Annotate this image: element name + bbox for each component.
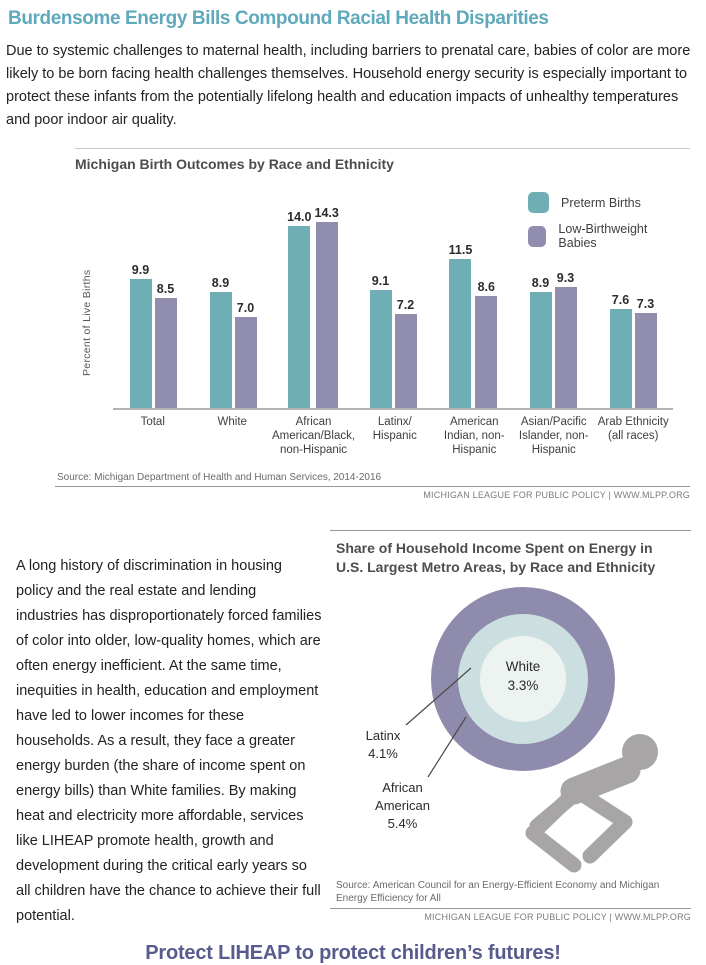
bar-chart-plot <box>81 188 673 410</box>
bar-value-label: 11.5 <box>448 242 473 257</box>
category-label: Latinx/ Hispanic <box>372 416 417 442</box>
bar <box>130 279 152 408</box>
category-label: Total <box>140 416 165 428</box>
lower-section <box>0 530 706 929</box>
bar-group <box>433 188 513 408</box>
bar <box>316 222 338 408</box>
ring-label-latinx-value: 4.1% <box>368 746 398 761</box>
ring-label-white-value: 3.3% <box>507 678 539 693</box>
bar <box>370 290 392 408</box>
bar-with-label <box>130 263 152 408</box>
legend-label: Preterm Births <box>561 195 641 210</box>
bar <box>235 317 257 408</box>
concentric-circle-chart <box>330 579 691 879</box>
bar <box>155 298 177 409</box>
ring-label-latinx <box>352 727 414 763</box>
bar-value-label: 7.6 <box>611 293 630 308</box>
bar-group <box>353 188 433 408</box>
bar-with-label <box>315 206 339 408</box>
divider <box>75 148 690 149</box>
circle-chart-title: Share of Household Income Spent on Energy in U.S. Largest Metro Areas, by Race and Ethnicity <box>336 540 656 575</box>
ring-label-african-american-name: African American <box>375 780 430 813</box>
ring-label-white-name: White <box>505 659 541 674</box>
bar-with-label <box>530 276 552 408</box>
legend-label: Low-Birthweight Babies <box>558 222 648 250</box>
bar-group <box>273 188 353 408</box>
source-note: Source: American Council for an Energy-Efficient Economy and Michigan Energy Efficiency for All <box>336 880 660 904</box>
bar-chart-title: Michigan Birth Outcomes by Race and Ethnicity <box>75 156 394 172</box>
body-paragraph: A long history of discrimination in housing policy and the real estate and lending industries has disproportionately forced families of color into older, low-quality homes, which are often energy inefficient. At the same time, inequities in health, education and employment have led to lower incomes for these households. As a result, they face a greater energy burden (the share of income spent on energy bills) than White families. By making heat and electricity more affordable, services like LIHEAP promote health, growth and development during the critical early years so all children have the chance to achieve their full potential. <box>16 558 322 924</box>
bar-value-label: 8.9 <box>211 276 230 291</box>
bar <box>475 296 497 408</box>
bar-value-label: 8.9 <box>531 276 550 291</box>
bar <box>210 292 232 408</box>
bar-with-label <box>635 297 657 408</box>
category-label: African American/Black, non-Hispanic <box>271 416 356 456</box>
bar-with-label <box>555 271 577 408</box>
bar-value-label: 14.0 <box>287 210 312 224</box>
bar-value-label: 8.5 <box>156 281 175 296</box>
category-label: White <box>217 416 247 428</box>
category-label: Asian/Pacific Islander, non-Hispanic <box>518 416 589 456</box>
bar-value-label: 14.3 <box>314 206 339 221</box>
chart-legend <box>528 192 673 250</box>
ring-label-african-american-value: 5.4% <box>387 816 418 831</box>
source-note: Source: Michigan Department of Health and Human Services, 2014-2016 <box>57 472 382 483</box>
african-american-leader-line <box>428 717 466 777</box>
ring-label-latinx-name: Latinx <box>365 728 401 743</box>
bar <box>555 287 577 408</box>
bar-group <box>113 188 193 408</box>
category-label: American Indian, non-Hispanic <box>443 416 505 456</box>
x-axis-labels <box>113 415 673 457</box>
bar-with-label <box>210 276 232 408</box>
page-title: Burdensome Energy Bills Compound Racial Health Disparities <box>8 8 549 29</box>
latinx-leader-line <box>406 668 471 725</box>
bar <box>395 314 417 408</box>
y-axis-label: Percent of Live Births <box>81 269 93 376</box>
bar <box>449 259 471 409</box>
bar-with-label <box>475 280 497 408</box>
bar <box>288 226 310 408</box>
footer-slogan: Protect LIHEAP to protect children’s futures! <box>145 942 561 964</box>
legend-swatch <box>528 192 549 213</box>
bar <box>610 309 632 408</box>
bar-group <box>193 188 273 408</box>
bar-with-label <box>370 274 392 408</box>
divider <box>55 486 690 487</box>
bar-value-label: 8.6 <box>477 280 495 295</box>
divider <box>330 908 691 909</box>
legend-item <box>528 222 673 250</box>
energy-burden-chart-column <box>330 530 691 929</box>
bar-value-label: 9.1 <box>371 273 390 288</box>
bar-with-label <box>235 301 257 408</box>
legend-item <box>528 192 673 213</box>
divider <box>330 530 691 531</box>
bar-with-label <box>287 210 311 408</box>
bar <box>635 313 657 408</box>
bar <box>530 292 552 408</box>
bar-with-label <box>449 243 473 409</box>
category-label: Arab Ethnicity (all races) <box>597 416 669 442</box>
bar-value-label: 7.3 <box>636 297 655 312</box>
bar-chart-section <box>55 148 690 500</box>
bar-with-label <box>155 282 177 409</box>
body-text-column <box>0 530 330 929</box>
bar-with-label <box>395 298 417 408</box>
ring-label-african-american <box>355 779 450 833</box>
bar-value-label: 9.3 <box>556 271 575 286</box>
org-branding: MICHIGAN LEAGUE FOR PUBLIC POLICY | WWW.MLPP.ORG <box>424 912 691 922</box>
org-branding: MICHIGAN LEAGUE FOR PUBLIC POLICY | WWW.MLPP.ORG <box>423 490 690 500</box>
intro-paragraph: Due to systemic challenges to maternal health, including barriers to prenatal care, babies of color are more likely to be born facing health challenges themselves. Household energy security is especially important to protect these infants from the potentially lifelong health and education impacts of unhealthy temperatures and poor indoor air quality. <box>6 43 691 128</box>
crawling-baby-icon <box>533 734 658 865</box>
footer-banner <box>0 942 706 965</box>
bar-with-label <box>610 293 632 408</box>
bar-value-label: 9.9 <box>131 263 150 278</box>
legend-swatch <box>528 226 546 247</box>
bar-value-label: 7.2 <box>396 298 415 313</box>
bar-value-label: 7.0 <box>236 301 255 315</box>
